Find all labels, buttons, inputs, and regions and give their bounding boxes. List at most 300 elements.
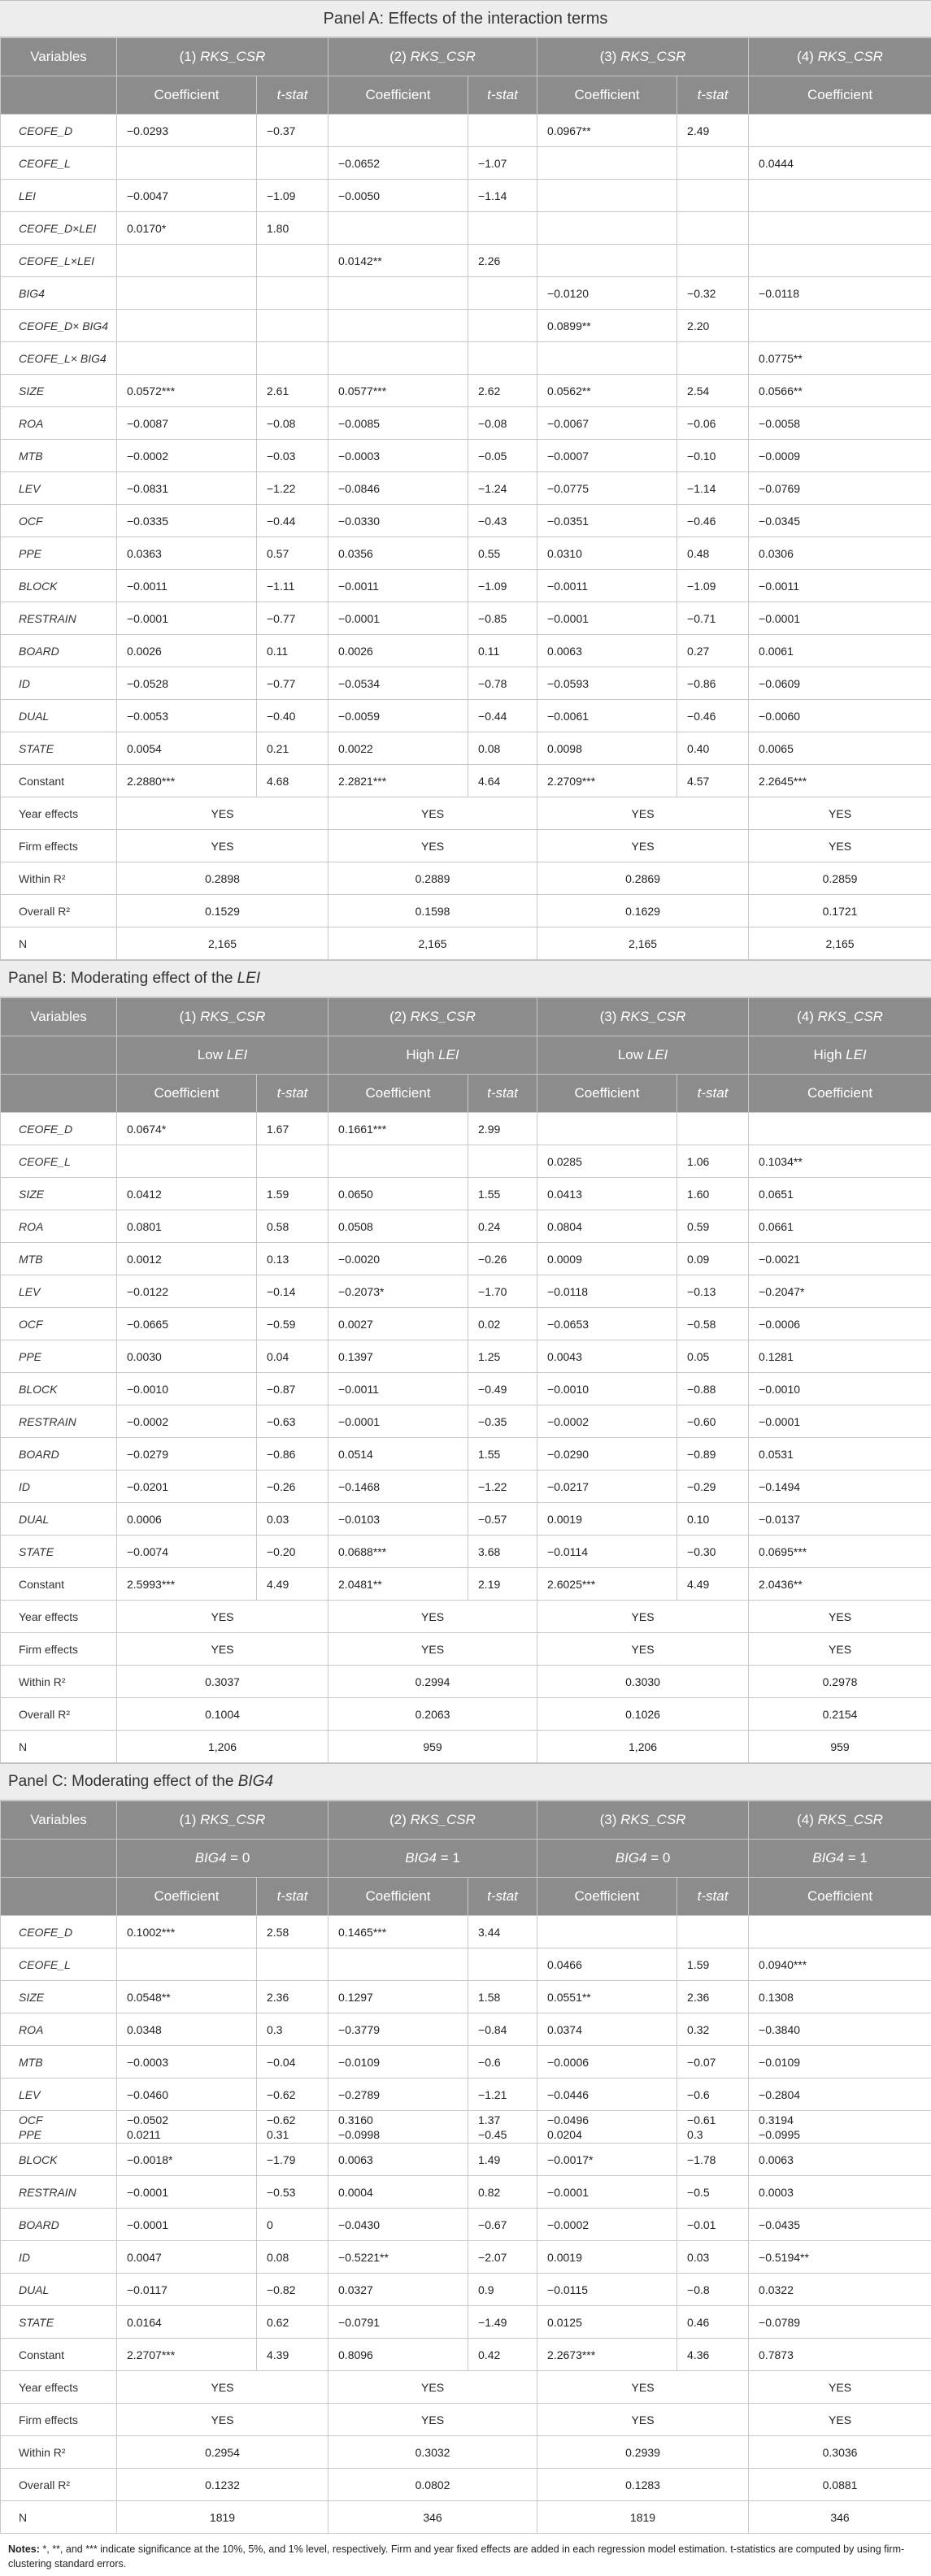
variable-name: CEOFE_D bbox=[1, 1113, 117, 1145]
tstat-header: t-stat bbox=[677, 76, 749, 115]
variable-name: ID bbox=[1, 2241, 117, 2274]
summary-label: Firm effects bbox=[1, 830, 117, 862]
table-row bbox=[1, 2241, 931, 2274]
tstat-cell bbox=[677, 342, 749, 375]
variable-name: Constant bbox=[1, 1568, 117, 1601]
tstat-header: t-stat bbox=[468, 1878, 537, 1916]
table-row bbox=[1, 375, 931, 407]
summary-row bbox=[1, 2371, 931, 2404]
coefficient-cell: 0.0674* bbox=[117, 1113, 257, 1145]
tstat-cell: 0.57 bbox=[257, 537, 328, 570]
tstat-cell: 2.54 bbox=[677, 375, 749, 407]
coefficient-cell: −0.0011 bbox=[117, 570, 257, 602]
tstat-cell bbox=[468, 342, 537, 375]
coefficient-cell: −0.0775 bbox=[537, 472, 677, 505]
variable-name: CEOFE_L×LEI bbox=[1, 245, 117, 277]
group-4-header: High LEI bbox=[749, 1036, 931, 1075]
tstat-cell: 1.59 bbox=[677, 1948, 749, 1981]
tstat-cell: −0.88 bbox=[677, 1373, 749, 1405]
coefficient-cell: 0.0650 bbox=[328, 1178, 468, 1210]
coefficient-cell: 0.1297 bbox=[328, 1981, 468, 2013]
summary-value: 0.2939 bbox=[537, 2436, 749, 2469]
coefficient-cell: 0.0063 bbox=[749, 2144, 931, 2176]
summary-value: 0.1232 bbox=[117, 2469, 328, 2501]
blank-header bbox=[1, 1036, 117, 1075]
summary-value: 0.2063 bbox=[328, 1698, 537, 1731]
coefficient-cell: 0.0577*** bbox=[328, 375, 468, 407]
summary-value: 0.3030 bbox=[537, 1666, 749, 1698]
summary-row bbox=[1, 1666, 931, 1698]
coefficient-cell: −0.0345 bbox=[749, 505, 931, 537]
summary-value: 0.1283 bbox=[537, 2469, 749, 2501]
summary-row bbox=[1, 2501, 931, 2534]
coefficient-cell: −0.0006 bbox=[537, 2046, 677, 2079]
tstat-cell: −0.61 0.3 bbox=[677, 2111, 749, 2144]
table-row bbox=[1, 440, 931, 472]
summary-label: Within R² bbox=[1, 2436, 117, 2469]
coefficient-cell: 0.0775** bbox=[749, 342, 931, 375]
tstat-cell bbox=[468, 277, 537, 310]
model-3-header: (3) RKS_CSR bbox=[537, 1801, 749, 1840]
variable-name: STATE bbox=[1, 2306, 117, 2339]
tstat-cell: 1.60 bbox=[677, 1178, 749, 1210]
table-row bbox=[1, 212, 931, 245]
table-row bbox=[1, 1981, 931, 2013]
model-2-header: (2) RKS_CSR bbox=[328, 1801, 537, 1840]
coefficient-cell: −0.0021 bbox=[749, 1243, 931, 1275]
table-row bbox=[1, 1568, 931, 1601]
panel-b-body bbox=[1, 1113, 931, 1763]
coefficient-cell bbox=[117, 1145, 257, 1178]
tstat-cell bbox=[677, 1113, 749, 1145]
tstat-cell: −0.05 bbox=[468, 440, 537, 472]
summary-label: N bbox=[1, 2501, 117, 2534]
coefficient-cell: −0.0001 bbox=[749, 602, 931, 635]
tstat-cell: −0.04 bbox=[257, 2046, 328, 2079]
tstat-cell: 1.80 bbox=[257, 212, 328, 245]
coefficient-cell: 0.0695*** bbox=[749, 1536, 931, 1568]
coefficient-cell: 0.0065 bbox=[749, 732, 931, 765]
coefficient-cell: −0.0001 bbox=[117, 602, 257, 635]
summary-value: 0.2859 bbox=[749, 862, 931, 895]
tstat-cell: 0.59 bbox=[677, 1210, 749, 1243]
coefficient-cell: 0.0063 bbox=[537, 635, 677, 667]
variable-name: LEI bbox=[1, 180, 117, 212]
summary-label: Year effects bbox=[1, 1601, 117, 1633]
summary-value: 0.1721 bbox=[749, 895, 931, 927]
summary-value: 0.2898 bbox=[117, 862, 328, 895]
variable-name: OCF PPE bbox=[1, 2111, 117, 2144]
tstat-cell: 3.68 bbox=[468, 1536, 537, 1568]
tstat-cell: 2.99 bbox=[468, 1113, 537, 1145]
tstat-cell: 0.09 bbox=[677, 1243, 749, 1275]
coefficient-cell: 2.6025*** bbox=[537, 1568, 677, 1601]
table-row bbox=[1, 1308, 931, 1340]
coefficient-cell: 0.1397 bbox=[328, 1340, 468, 1373]
coefficient-cell: 0.0098 bbox=[537, 732, 677, 765]
summary-value: 0.1529 bbox=[117, 895, 328, 927]
tstat-cell: −0.6 bbox=[677, 2079, 749, 2111]
coefficient-cell: −0.0846 bbox=[328, 472, 468, 505]
summary-label: Firm effects bbox=[1, 2404, 117, 2436]
tstat-cell: −0.06 bbox=[677, 407, 749, 440]
coefficient-cell: −0.0006 bbox=[749, 1308, 931, 1340]
model-1-header: (1) RKS_CSR bbox=[117, 38, 328, 76]
table-row bbox=[1, 245, 931, 277]
summary-value: 959 bbox=[749, 1731, 931, 1763]
tstat-cell: 0.62 bbox=[257, 2306, 328, 2339]
table-row bbox=[1, 277, 931, 310]
coefficient-cell: −0.0002 bbox=[117, 440, 257, 472]
group-1-header: Low LEI bbox=[117, 1036, 328, 1075]
tstat-cell: −1.78 bbox=[677, 2144, 749, 2176]
tstat-cell: 0.32 bbox=[677, 2013, 749, 2046]
coefficient-cell bbox=[749, 310, 931, 342]
table-row bbox=[1, 2306, 931, 2339]
tstat-cell: −0.84 bbox=[468, 2013, 537, 2046]
coef-header: Coefficient bbox=[328, 76, 468, 115]
table-row bbox=[1, 1405, 931, 1438]
coefficient-cell: 0.0940*** bbox=[749, 1948, 931, 1981]
summary-row bbox=[1, 797, 931, 830]
tstat-cell: −1.09 bbox=[677, 570, 749, 602]
summary-value: YES bbox=[749, 830, 931, 862]
tstat-header: t-stat bbox=[257, 76, 328, 115]
coefficient-cell: −0.0059 bbox=[328, 700, 468, 732]
tstat-cell: 2.61 bbox=[257, 375, 328, 407]
summary-value: 0.2889 bbox=[328, 862, 537, 895]
table-row bbox=[1, 1503, 931, 1536]
tstat-cell: −0.5 bbox=[677, 2176, 749, 2209]
coefficient-cell: 0.0310 bbox=[537, 537, 677, 570]
coefficient-cell: −0.0593 bbox=[537, 667, 677, 700]
coefficient-cell: −0.0009 bbox=[749, 440, 931, 472]
coefficient-cell: −0.0120 bbox=[537, 277, 677, 310]
coefficient-cell bbox=[749, 115, 931, 147]
coefficient-cell: 0.0444 bbox=[749, 147, 931, 180]
panel-c-header-models bbox=[1, 1801, 931, 1840]
summary-value: 1819 bbox=[537, 2501, 749, 2534]
coefficient-cell: −0.2073* bbox=[328, 1275, 468, 1308]
tstat-cell bbox=[468, 1145, 537, 1178]
summary-value: YES bbox=[117, 2404, 328, 2436]
tstat-cell: 0.10 bbox=[677, 1503, 749, 1536]
tstat-cell: −0.85 bbox=[468, 602, 537, 635]
tstat-cell: 1.25 bbox=[468, 1340, 537, 1373]
tstat-cell: 2.26 bbox=[468, 245, 537, 277]
tstat-cell: −0.59 bbox=[257, 1308, 328, 1340]
table-row bbox=[1, 2209, 931, 2241]
tstat-cell bbox=[677, 147, 749, 180]
coefficient-cell: 0.8096 bbox=[328, 2339, 468, 2371]
coefficient-cell: −0.0001 bbox=[537, 2176, 677, 2209]
tstat-cell bbox=[257, 147, 328, 180]
variable-name: SIZE bbox=[1, 375, 117, 407]
tstat-cell bbox=[257, 245, 328, 277]
coefficient-cell: −0.0001 bbox=[328, 1405, 468, 1438]
panel-b-header-stats bbox=[1, 1075, 931, 1113]
coefficient-cell: −0.0335 bbox=[117, 505, 257, 537]
summary-value: YES bbox=[537, 1633, 749, 1666]
table-row bbox=[1, 667, 931, 700]
tstat-cell: 2.58 bbox=[257, 1916, 328, 1948]
coef-header: Coefficient bbox=[749, 76, 931, 115]
summary-label: Within R² bbox=[1, 862, 117, 895]
tstat-cell: −1.09 bbox=[257, 180, 328, 212]
summary-value: 0.3037 bbox=[117, 1666, 328, 1698]
coefficient-cell: 0.0125 bbox=[537, 2306, 677, 2339]
summary-value: 0.0802 bbox=[328, 2469, 537, 2501]
coefficient-cell: −0.0001 bbox=[117, 2209, 257, 2241]
coefficient-cell bbox=[117, 277, 257, 310]
tstat-cell bbox=[468, 212, 537, 245]
coefficient-cell: −0.0201 bbox=[117, 1470, 257, 1503]
tstat-cell: −0.58 bbox=[677, 1308, 749, 1340]
coefficient-cell: −0.0050 bbox=[328, 180, 468, 212]
variable-name: LEV bbox=[1, 2079, 117, 2111]
summary-row bbox=[1, 1601, 931, 1633]
coefficient-cell: 0.0026 bbox=[117, 635, 257, 667]
coefficient-cell bbox=[749, 245, 931, 277]
tstat-cell: 4.49 bbox=[257, 1568, 328, 1601]
coefficient-cell: −0.0010 bbox=[749, 1373, 931, 1405]
tstat-header: t-stat bbox=[257, 1075, 328, 1113]
coefficient-cell: 0.0562** bbox=[537, 375, 677, 407]
summary-value: YES bbox=[328, 1601, 537, 1633]
coefficient-cell: 0.0899** bbox=[537, 310, 677, 342]
variable-name: CEOFE_L× BIG4 bbox=[1, 342, 117, 375]
table-row bbox=[1, 472, 931, 505]
tstat-cell: 0.46 bbox=[677, 2306, 749, 2339]
tstat-cell: −0.71 bbox=[677, 602, 749, 635]
summary-label: Overall R² bbox=[1, 2469, 117, 2501]
tstat-cell: 0.21 bbox=[257, 732, 328, 765]
model-1-header: (1) RKS_CSR bbox=[117, 998, 328, 1036]
summary-value: 2,165 bbox=[117, 927, 328, 960]
tstat-cell: 2.36 bbox=[257, 1981, 328, 2013]
coefficient-cell bbox=[117, 1948, 257, 1981]
summary-value: YES bbox=[117, 830, 328, 862]
tstat-cell: −0.86 bbox=[257, 1438, 328, 1470]
coefficient-cell bbox=[117, 147, 257, 180]
tstat-cell: −0.77 bbox=[257, 602, 328, 635]
coefficient-cell: −0.0609 bbox=[749, 667, 931, 700]
tstat-header: t-stat bbox=[468, 76, 537, 115]
coefficient-cell: −0.0831 bbox=[117, 472, 257, 505]
panel-a-header-models bbox=[1, 38, 931, 76]
tstat-header: t-stat bbox=[257, 1878, 328, 1916]
table-row bbox=[1, 1210, 931, 1243]
tstat-cell: 0.11 bbox=[257, 635, 328, 667]
coefficient-cell: 0.0306 bbox=[749, 537, 931, 570]
summary-row bbox=[1, 927, 931, 960]
coefficient-cell: −0.0118 bbox=[537, 1275, 677, 1308]
tstat-cell: 0.03 bbox=[677, 2241, 749, 2274]
tstat-cell bbox=[468, 1948, 537, 1981]
summary-value: YES bbox=[537, 797, 749, 830]
table-row bbox=[1, 115, 931, 147]
tstat-cell: 0.42 bbox=[468, 2339, 537, 2371]
variable-name: ID bbox=[1, 1470, 117, 1503]
tstat-cell bbox=[677, 1916, 749, 1948]
table-row bbox=[1, 2176, 931, 2209]
group-1-header: BIG4 = 0 bbox=[117, 1840, 328, 1878]
coefficient-cell: −0.0653 bbox=[537, 1308, 677, 1340]
variable-name: OCF bbox=[1, 505, 117, 537]
tstat-cell bbox=[257, 342, 328, 375]
coefficient-cell: −0.0060 bbox=[749, 700, 931, 732]
tstat-cell: 2.62 bbox=[468, 375, 537, 407]
tstat-cell: 0.40 bbox=[677, 732, 749, 765]
summary-value: YES bbox=[328, 2371, 537, 2404]
panel-c-table bbox=[0, 1801, 931, 2534]
coefficient-cell bbox=[117, 342, 257, 375]
tstat-cell: 0.13 bbox=[257, 1243, 328, 1275]
table-row bbox=[1, 1373, 931, 1405]
tstat-cell: 0.82 bbox=[468, 2176, 537, 2209]
coefficient-cell: 0.0019 bbox=[537, 2241, 677, 2274]
tstat-cell: −0.43 bbox=[468, 505, 537, 537]
coefficient-cell: −0.3840 bbox=[749, 2013, 931, 2046]
coefficient-cell: 2.5993*** bbox=[117, 1568, 257, 1601]
tstat-cell: 1.59 bbox=[257, 1178, 328, 1210]
tstat-cell: 1.06 bbox=[677, 1145, 749, 1178]
coefficient-cell: −0.0279 bbox=[117, 1438, 257, 1470]
coefficient-cell: 0.0142** bbox=[328, 245, 468, 277]
coefficient-cell: 2.2673*** bbox=[537, 2339, 677, 2371]
summary-value: YES bbox=[537, 1601, 749, 1633]
coefficient-cell: 0.0801 bbox=[117, 1210, 257, 1243]
panel-a-title: Panel A: Effects of the interaction terms bbox=[0, 0, 931, 37]
tstat-cell: −0.44 bbox=[468, 700, 537, 732]
tstat-cell bbox=[257, 277, 328, 310]
tstat-cell: −0.57 bbox=[468, 1503, 537, 1536]
coefficient-cell: 0.0164 bbox=[117, 2306, 257, 2339]
table-row bbox=[1, 2046, 931, 2079]
tstat-cell: −0.53 bbox=[257, 2176, 328, 2209]
tstat-cell: −1.14 bbox=[677, 472, 749, 505]
table-notes: Notes: *, **, and *** indicate significance at the 10%, 5%, and 1% level, respectively. Firm and year fixed effects are added in each regression model estimation. t-statistics are computed by using firm-clustering standard errors. bbox=[0, 2534, 931, 2576]
panel-c-title: Panel C: Moderating effect of the BIG4 bbox=[0, 1763, 931, 1801]
tstat-cell bbox=[257, 1948, 328, 1981]
coefficient-cell: −0.0001 bbox=[749, 1405, 931, 1438]
coefficient-cell: 0.0508 bbox=[328, 1210, 468, 1243]
group-4-header: BIG4 = 1 bbox=[749, 1840, 931, 1878]
coefficient-cell bbox=[328, 1948, 468, 1981]
tstat-cell: 2.49 bbox=[677, 115, 749, 147]
table-row bbox=[1, 602, 931, 635]
tstat-cell: −0.37 bbox=[257, 115, 328, 147]
model-3-header: (3) RKS_CSR bbox=[537, 38, 749, 76]
coefficient-cell bbox=[537, 212, 677, 245]
coefficient-cell: 0.0412 bbox=[117, 1178, 257, 1210]
summary-value: YES bbox=[749, 1633, 931, 1666]
coefficient-cell: 0.0967** bbox=[537, 115, 677, 147]
summary-value: YES bbox=[117, 2371, 328, 2404]
tstat-header: t-stat bbox=[677, 1878, 749, 1916]
coefficient-cell: 0.0531 bbox=[749, 1438, 931, 1470]
coefficient-cell: 0.0006 bbox=[117, 1503, 257, 1536]
coefficient-cell: 0.1661*** bbox=[328, 1113, 468, 1145]
table-row bbox=[1, 2339, 931, 2371]
coefficient-cell: −0.0001 bbox=[328, 602, 468, 635]
summary-value: YES bbox=[537, 2371, 749, 2404]
coefficient-cell: 2.2707*** bbox=[117, 2339, 257, 2371]
coefficient-cell: −0.5194** bbox=[749, 2241, 931, 2274]
tstat-cell: −0.49 bbox=[468, 1373, 537, 1405]
summary-row bbox=[1, 1731, 931, 1763]
panel-c-header-groups bbox=[1, 1840, 931, 1878]
tstat-cell: −0.01 bbox=[677, 2209, 749, 2241]
summary-value: YES bbox=[117, 1633, 328, 1666]
summary-label: Within R² bbox=[1, 1666, 117, 1698]
coefficient-cell bbox=[749, 1916, 931, 1948]
variable-name: OCF bbox=[1, 1308, 117, 1340]
tstat-cell: 0 bbox=[257, 2209, 328, 2241]
blank-header bbox=[1, 76, 117, 115]
tstat-cell: −0.87 bbox=[257, 1373, 328, 1405]
table-row bbox=[1, 765, 931, 797]
coefficient-cell: −0.0058 bbox=[749, 407, 931, 440]
group-3-header: Low LEI bbox=[537, 1036, 749, 1075]
tstat-cell: −0.62 0.31 bbox=[257, 2111, 328, 2144]
variable-name: ROA bbox=[1, 1210, 117, 1243]
coefficient-cell: 0.0413 bbox=[537, 1178, 677, 1210]
summary-value: YES bbox=[749, 2404, 931, 2436]
coefficient-cell: −0.0122 bbox=[117, 1275, 257, 1308]
variable-name: MTB bbox=[1, 440, 117, 472]
coefficient-cell: −0.0011 bbox=[537, 570, 677, 602]
coefficient-cell bbox=[749, 212, 931, 245]
coefficient-cell: 0.0356 bbox=[328, 537, 468, 570]
coefficient-cell: −0.0003 bbox=[117, 2046, 257, 2079]
tstat-cell: −1.79 bbox=[257, 2144, 328, 2176]
coefficient-cell: 2.2645*** bbox=[749, 765, 931, 797]
coefficient-cell: −0.0460 bbox=[117, 2079, 257, 2111]
tstat-cell: 1.55 bbox=[468, 1178, 537, 1210]
coefficient-cell: −0.3779 bbox=[328, 2013, 468, 2046]
coefficient-cell bbox=[117, 310, 257, 342]
tstat-cell: 0.08 bbox=[468, 732, 537, 765]
summary-value: YES bbox=[749, 2371, 931, 2404]
summary-label: Year effects bbox=[1, 797, 117, 830]
tstat-cell bbox=[468, 310, 537, 342]
coefficient-cell: 0.0514 bbox=[328, 1438, 468, 1470]
summary-value: 1,206 bbox=[537, 1731, 749, 1763]
coef-header: Coefficient bbox=[328, 1878, 468, 1916]
coefficient-cell: 0.0054 bbox=[117, 732, 257, 765]
tstat-cell: −0.86 bbox=[677, 667, 749, 700]
coefficient-cell: −0.0534 bbox=[328, 667, 468, 700]
coefficient-cell: 2.2709*** bbox=[537, 765, 677, 797]
coefficient-cell: −0.0002 bbox=[117, 1405, 257, 1438]
coef-header: Coefficient bbox=[328, 1075, 468, 1113]
coefficient-cell: −0.0118 bbox=[749, 277, 931, 310]
coefficient-cell bbox=[328, 115, 468, 147]
coefficient-cell: 0.0688*** bbox=[328, 1536, 468, 1568]
table-row bbox=[1, 1178, 931, 1210]
tstat-cell: 0.48 bbox=[677, 537, 749, 570]
tstat-cell: −0.08 bbox=[468, 407, 537, 440]
panel-c-header-stats bbox=[1, 1878, 931, 1916]
variable-name: BLOCK bbox=[1, 570, 117, 602]
coefficient-cell: −0.2789 bbox=[328, 2079, 468, 2111]
panel-a-body bbox=[1, 115, 931, 960]
coefficient-cell: −0.1468 bbox=[328, 1470, 468, 1503]
coefficient-cell: −0.0003 bbox=[328, 440, 468, 472]
tstat-cell: −1.70 bbox=[468, 1275, 537, 1308]
coefficient-cell: 0.3160 −0.0998 bbox=[328, 2111, 468, 2144]
